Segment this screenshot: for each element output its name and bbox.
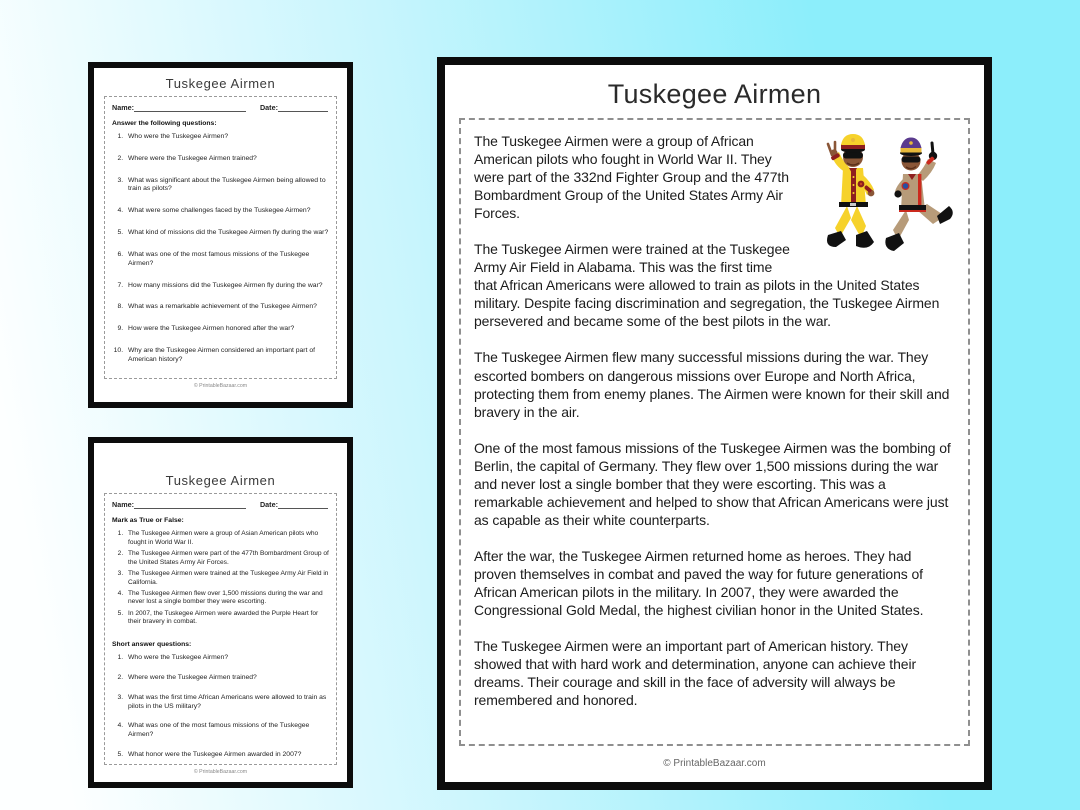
short-answer-heading: Short answer questions: xyxy=(112,641,192,649)
question-item: 8. What was a remarkable achievement of the Tuskegee Airmen? xyxy=(125,303,329,312)
copyright-footer: © PrintableBazaar.com xyxy=(663,758,766,769)
questions-heading: Answer the following questions: xyxy=(112,120,217,127)
true-false-item: 5. In 2007, the Tuskegee Airmen were awarded the Purple Heart for their bravery in combat. xyxy=(125,610,329,627)
worksheet2-title: Tuskegee Airmen xyxy=(165,473,276,488)
question-item: 4. What were some challenges faced by the Tuskegee Airmen? xyxy=(125,207,329,216)
short-answer-item: 2. Where were the Tuskegee Airmen trained? xyxy=(125,674,329,683)
worksheet1-title: Tuskegee Airmen xyxy=(165,76,276,91)
short-answer-item: 4. What was one of the most famous missions of the Tuskegee Airmen? xyxy=(125,722,329,740)
worksheet-page-true-false xyxy=(88,437,353,788)
short-answer-list xyxy=(112,654,329,760)
name-label: Name: xyxy=(112,103,134,112)
short-answer-item: 3. What was the first time African Americans were allowed to train as pilots in the US military? xyxy=(125,694,329,712)
name-blank-line xyxy=(134,500,246,509)
question-item: 10. Why are the Tuskegee Airmen considered an important part of American history? xyxy=(125,347,329,365)
questions-list xyxy=(112,133,329,365)
date-blank-line xyxy=(278,500,328,509)
question-item: 9. How were the Tuskegee Airmen honored after the war? xyxy=(125,325,329,334)
worksheet1-content-box xyxy=(104,96,337,379)
copyright-footer: © PrintableBazaar.com xyxy=(193,383,248,389)
two-airmen-cartoon-icon xyxy=(805,132,955,272)
short-answer-item: 5. What honor were the Tuskegee Airmen awarded in 2007? xyxy=(125,751,329,760)
true-false-heading: Mark as True or False: xyxy=(112,517,184,524)
passage-paragraph: The Tuskegee Airmen were an important part of American history. They showed that with hard work and determination, anyone can achieve their dreams. Their courage and skill in the face of adversity will always be remembered and honored. xyxy=(474,638,917,709)
passage-paragraph: After the war, the Tuskegee Airmen returned home as heroes. They had proven themselves in combat and paved the way for future generations of African American pilots in the military. In 2007, they were awarded the Congressional Gold Medal, the highest civilian honor in the United States. xyxy=(474,547,924,619)
copyright-footer: © PrintableBazaar.com xyxy=(193,769,248,775)
passage-content-box xyxy=(459,118,970,746)
date-label: Date: xyxy=(259,103,278,112)
passage-paragraph: The Tuskegee Airmen were a group of African American pilots who fought in World War II. They were part of the 332nd Fighter Group and the 477th Bombardment Group of the United States Army Air Forces. xyxy=(474,133,789,222)
reading-passage-page xyxy=(437,57,992,790)
name-date-row xyxy=(112,103,329,112)
short-answer-item: 1. Who were the Tuskegee Airmen? xyxy=(125,654,329,663)
name-date-row xyxy=(112,500,329,509)
question-item: 1. Who were the Tuskegee Airmen? xyxy=(125,133,329,142)
worksheet2-content-box xyxy=(104,493,337,765)
question-item: 7. How many missions did the Tuskegee Airmen fly during the war? xyxy=(125,282,329,291)
question-item: 5. What kind of missions did the Tuskegee Airmen fly during the war? xyxy=(125,229,329,238)
question-item: 6. What was one of the most famous missions of the Tuskegee Airmen? xyxy=(125,251,329,269)
passage-paragraph: The Tuskegee Airmen were trained at the Tuskegee Army Air Field in Alabama. This was the first time that African Americans were allowed to train as pilots in the United States military. Despite facing discrimination and segregation, the Tuskegee Airmen persevered and became some of the best pilots in the war. xyxy=(474,241,940,330)
date-label: Date: xyxy=(259,500,278,509)
passage-paragraph: The Tuskegee Airmen flew many successful missions during the war. They escorted bombers on dangerous missions over Europe and North Africa, protecting them from enemy planes. The Airmen were known for their skill and bravery in the air. xyxy=(474,349,950,420)
date-blank-line xyxy=(278,103,328,112)
question-item: 2. Where were the Tuskegee Airmen trained? xyxy=(125,155,329,164)
passage-paragraph: One of the most famous missions of the Tuskegee Airmen was the bombing of Berlin, the capital of Germany. They flew over 1,500 missions during the war and never lost a single bomber that they were escorting. This was a remarkable achievement and helped to show that African Americans were just as capable as their white counterparts. xyxy=(474,439,951,528)
name-label: Name: xyxy=(112,500,134,509)
airmen-illustration xyxy=(805,132,955,272)
worksheet-page-questions xyxy=(88,62,353,408)
yellow-airman xyxy=(827,134,874,248)
passage-title: Tuskegee Airmen xyxy=(607,79,822,109)
true-false-item: 4. The Tuskegee Airmen flew over 1,500 missions during the war and never lost a single bomber they were escorting. xyxy=(125,590,329,607)
tan-airman xyxy=(885,138,952,252)
true-false-item: 3. The Tuskegee Airmen were trained at the Tuskegee Army Air Field in California. xyxy=(125,570,329,587)
true-false-list xyxy=(112,530,329,627)
name-blank-line xyxy=(134,103,246,112)
true-false-item: 2. The Tuskegee Airmen were part of the 477th Bombardment Group of the United States Army Air Forces. xyxy=(125,550,329,567)
question-item: 3. What was significant about the Tuskegee Airmen being allowed to train as pilots? xyxy=(125,177,329,195)
true-false-item: 1. The Tuskegee Airmen were a group of Asian American pilots who fought in World War II. xyxy=(125,530,329,547)
